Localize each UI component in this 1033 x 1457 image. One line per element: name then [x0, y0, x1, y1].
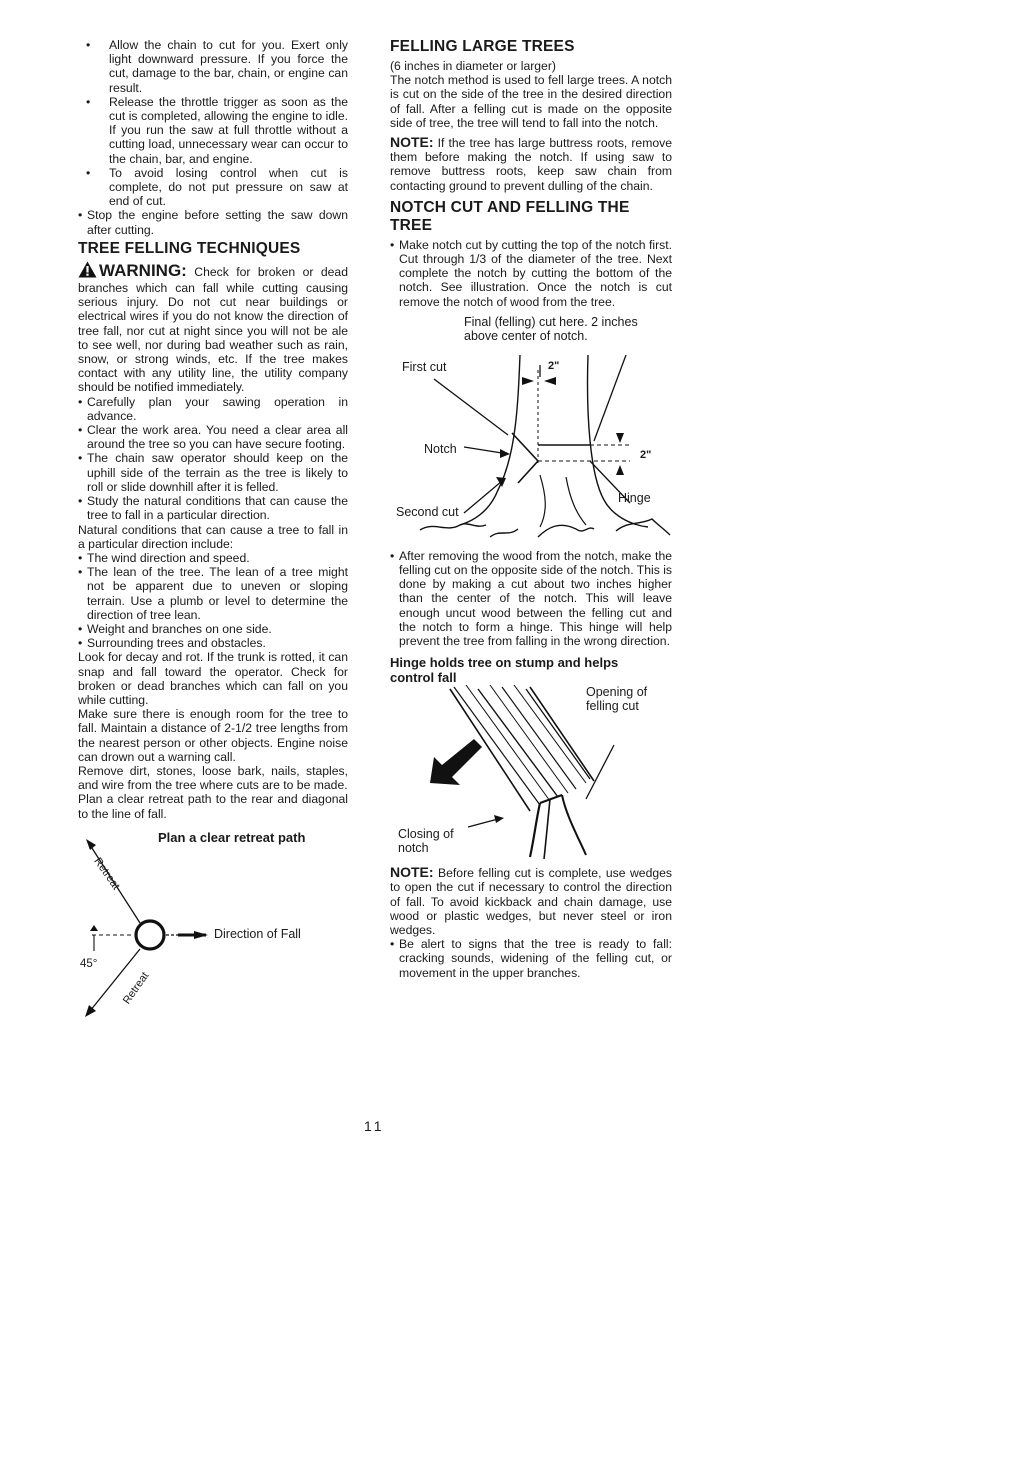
left-column [78, 38, 348, 1021]
decay-paragraph: Look for decay and rot. If the trunk is rotted, it can snap and fall toward the operator. Check for broken or dead branches which can fall on you while cutting. [78, 650, 348, 707]
note-buttress [390, 135, 672, 193]
stop-engine-list [78, 208, 348, 236]
note-wedges [390, 865, 672, 937]
list-item: • Surrounding trees and obstacles. [78, 636, 348, 650]
list-item: • Allow the chain to cut for you. Exert only light downward pressure. If you force the cut, damage to the bar, chain, or engine can result. [78, 38, 348, 95]
alert-list [390, 937, 672, 980]
note-text: If the tree has large buttress roots, remove them before making the notch. If using saw to remove buttress roots, keep saw chain from contacting ground to prevent dulling of the chain. [390, 136, 672, 193]
list-item: • Release the throttle trigger as soon as the cut is completed, allowing the engine to idle. If you run the saw at full throttle without a cutting load, unnecessary wear can occur to the chain, bar, and engine. [78, 95, 348, 166]
hinge-figure [390, 685, 672, 861]
hinge-label: Hinge [618, 490, 651, 505]
retreat-paragraph: Plan a clear retreat path to the rear and diagonal to the line of fall. [78, 792, 348, 821]
warning-triangle-icon [78, 261, 97, 281]
dimension-right-label: 2" [640, 448, 652, 461]
note-label: NOTE: [390, 134, 434, 151]
list-item: • Study the natural conditions that can cause the tree to fall in a particular direction. [78, 494, 348, 522]
heading-tree-felling: TREE FELLING TECHNIQUES [78, 239, 301, 257]
page-number: 11 [364, 1118, 385, 1134]
dimension-top-label: 2" [548, 359, 560, 372]
heading-notch-cut: NOTCH CUT AND FELLING THE TREE [390, 198, 630, 234]
list-item: • Clear the work area. You need a clear area all around the tree so you can have secure footing. [78, 423, 348, 451]
large-trees-text: The notch method is used to fell large trees. A notch is cut on the side of the tree in the desired direction of fall. After a felling cut is made on the opposite side of tree, the tree will tend to fall into the notch. [390, 73, 672, 130]
note-text: Before felling cut is complete, use wedges to open the cut if necessary to control the direction of fall. To avoid kickback and chain damage, use wood or plastic wedges, but never steel or iron wedges. [390, 866, 673, 938]
retreat-diagram [78, 831, 358, 1021]
notch-label: Notch [424, 441, 457, 456]
list-item: • The lean of the tree. The lean of a tree might not be apparent due to uneven or sloping terrain. Use a plumb or level to determine the direction of tree lean. [78, 565, 348, 622]
hinge-heading: Hinge holds tree on stump and helps control fall [390, 655, 619, 686]
warning-label: WARNING: [99, 260, 187, 280]
large-trees-subtitle: (6 inches in diameter or larger) [390, 59, 556, 73]
list-item: • Be alert to signs that the tree is ready to fall: cracking sounds, widening of the felling cut, or movement in the upper branches. [390, 937, 672, 980]
warning-text: Check for broken or dead branches which can fall while cutting causing serious injury. Do not cut near buildings or electrical wires if you do not know the direction of tree fall, nor cut at night since you will not be ale to see well, nor during bad weather such as rain, snow, or strong winds, etc. If the tree makes contact with any utility line, the utility company should be notified immediately. [78, 264, 348, 395]
direction-of-fall-label: Direction of Fall [214, 926, 301, 941]
list-item: • After removing the wood from the notch, make the felling cut on the opposite side of the notch. This is done by making a cut about two inches higher than the center of the notch. This will leave enough uncut wood between the felling cut and the notch to form a hinge. This hinge will help prevent the tree from falling in the wrong direction. [390, 549, 672, 648]
opening-label: Opening of felling cut [586, 685, 648, 714]
angle-label: 45° [80, 957, 98, 970]
retreat-path-figure [78, 831, 348, 1021]
natural-conditions-list [78, 551, 348, 650]
closing-label: Closing of notch [398, 827, 454, 856]
retreat-label-top: Retreat [91, 855, 122, 892]
heading-felling-large: FELLING LARGE TREES [390, 38, 575, 55]
planning-list [78, 395, 348, 523]
list-item: • The wind direction and speed. [78, 551, 348, 565]
list-item: • The chain saw operator should keep on the uphill side of the terrain as the tree is likely to roll or slide downhill after it is felled. [78, 451, 348, 494]
list-item: • To avoid losing control when cut is complete, do not put pressure on saw at end of cut. [78, 166, 348, 209]
list-item: • Make notch cut by cutting the top of the notch first. Cut through 1/3 of the diameter of the tree. Next complete the notch by cutting the bottom of the notch. See illustration. Once the notch is cut remove the notch of wood from the tree. [390, 238, 672, 309]
warning-paragraph [78, 261, 348, 395]
after-removing-list [390, 549, 672, 648]
notch-list [390, 238, 672, 309]
notch-figure [390, 315, 672, 547]
note-label: NOTE: [390, 864, 434, 881]
remove-paragraph: Remove dirt, stones, loose bark, nails, staples, and wire from the tree where cuts are to be made. [78, 763, 348, 793]
list-item: • Weight and branches on one side. [78, 622, 348, 636]
right-column [390, 38, 672, 980]
retreat-label-bottom: Retreat [120, 969, 152, 1007]
cutting-tips-list [78, 38, 348, 208]
first-cut-label: First cut [402, 359, 447, 374]
second-cut-label: Second cut [396, 504, 459, 519]
list-item: • Carefully plan your sawing operation in advance. [78, 395, 348, 423]
natural-conditions-intro: Natural conditions that can cause a tree to fall in a particular direction include: [78, 522, 348, 551]
list-item: • Stop the engine before setting the saw down after cutting. [78, 208, 348, 236]
room-paragraph: Make sure there is enough room for the tree to fall. Maintain a distance of 2-1/2 tree lengths from the nearest person or other objects. Engine noise can drown out a warning call. [78, 707, 348, 764]
retreat-figure-title: Plan a clear retreat path [158, 829, 306, 845]
final-cut-label: Final (felling) cut here. 2 inches above center of notch. [464, 314, 638, 343]
